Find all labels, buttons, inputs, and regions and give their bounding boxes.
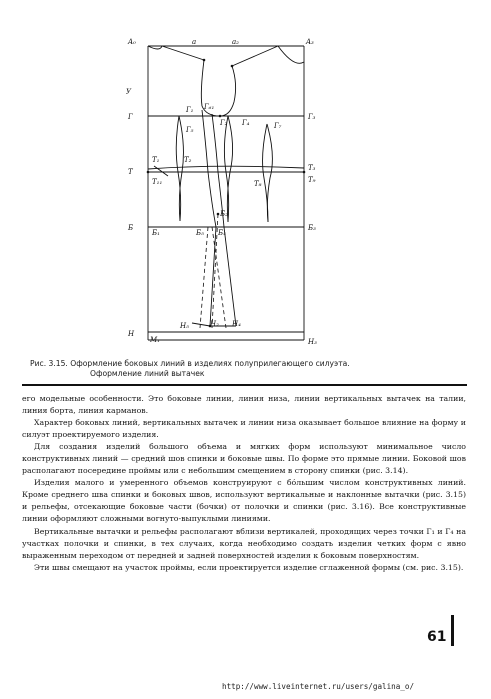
body-text <box>22 393 466 574</box>
point-label-Y: У <box>126 88 132 96</box>
point-label-T11: Т₁₁ <box>152 178 163 186</box>
point-label-H5: Н₅ <box>180 322 189 330</box>
page-number: 61 <box>427 629 447 645</box>
point-label-G: Г <box>128 113 133 121</box>
figure-caption <box>30 359 460 379</box>
point-label-a2: a₂ <box>232 38 239 46</box>
point-label-T2: Т₂ <box>184 156 192 164</box>
point-label-B5: Б₅ <box>196 229 204 237</box>
point-label-A0: A₀ <box>128 38 136 46</box>
point-label-B2: Б₂ <box>220 210 228 218</box>
page-number-bar <box>451 615 454 646</box>
point-label-G61: Г₆₁ <box>204 103 215 111</box>
point-label-T: Т <box>128 168 133 176</box>
point-label-H4: Н₄ <box>232 320 241 328</box>
point-label-H: Н <box>128 330 135 338</box>
paragraph: его модельные особенности. Это боковые линии, линия низа, линии вертикальных вытачек на талии, линия борта, линия карманов. <box>22 394 466 416</box>
point-label-B3: Б₃ <box>308 224 316 232</box>
point-label-G1: Г₁ <box>186 106 194 114</box>
point-label-T8: Т₈ <box>254 180 262 188</box>
point-label-G5: Г₅ <box>186 126 194 134</box>
point-label-B1: Б₁ <box>152 229 160 237</box>
footer-url-link[interactable]: http://www.liveinternet.ru/users/galina_o/ <box>222 682 415 691</box>
point-label-a: a <box>192 38 197 46</box>
pattern-drawing <box>108 36 336 352</box>
paragraph: Эти швы смещают на участок проймы, если проектируется изделие сглаженной формы (см. рис. 3.15). <box>34 562 464 572</box>
point-label-G4: Г₄ <box>242 119 250 127</box>
point-label-H2: Н₂ <box>210 320 219 328</box>
point-label-G7: Г₇ <box>274 122 282 130</box>
point-label-T9: Т₉ <box>308 176 316 184</box>
caption-divider <box>22 384 467 386</box>
paragraph: Для создания изделий большого объема и мягких форм используют минимальное число конструктивных линий — средний шов спинки и боковые швы. По форме это прямые линии. Боковой шов располагают посередине проймы или с небольшим смещением в сторону спинки (рис. 3.14). <box>22 442 466 476</box>
pattern-drawing-figure <box>108 36 336 352</box>
paragraph: Изделия малого и умеренного объемов конструируют с бóльшим числом конструктивных линий. Кроме среднего шва спинки и боковых швов, используют вертикальные и наклонные вытачки (рис. 3.15) и рельефы, отсекающие боковые части (бочки) от полочки и спинки (рис. 3.16). Все конструктивные линии оформляют сложными вогнуто-выпуклыми линиями. <box>22 478 466 524</box>
point-label-T3: Т₃ <box>308 164 316 172</box>
paragraph: Характер боковых линий, вертикальных вытачек и линии низа оказывает большое влияние на форму и силуэт проектируемого изделия. <box>22 418 466 440</box>
paragraph: Вертикальные вытачки и рельефы располагают вблизи вертикалей, проходящих через точки Г₁ и Г₄ на участках полочки и спинки, в тех случаях, когда необходимо создать изделия четких форм с явно выраженным переходом от передней и задней поверхностей изделия к боковым поверхностям. <box>22 526 466 560</box>
caption-line-2: Оформление линий вытачек <box>90 369 205 378</box>
point-label-G3: Г₃ <box>308 113 316 121</box>
point-label-H3: Н₃ <box>308 338 317 346</box>
point-label-G2: Г₂ <box>220 119 228 127</box>
point-label-B4: Б₄ <box>218 229 226 237</box>
caption-line-1: Рис. 3.15. Оформление боковых линий в изделиях полуприлегающего силуэта. <box>30 359 350 368</box>
point-label-T1: Т₁ <box>152 156 160 164</box>
point-label-A3: A₃ <box>306 38 314 46</box>
point-label-B: Б <box>128 224 134 232</box>
point-label-M1: М₁ <box>150 336 160 344</box>
